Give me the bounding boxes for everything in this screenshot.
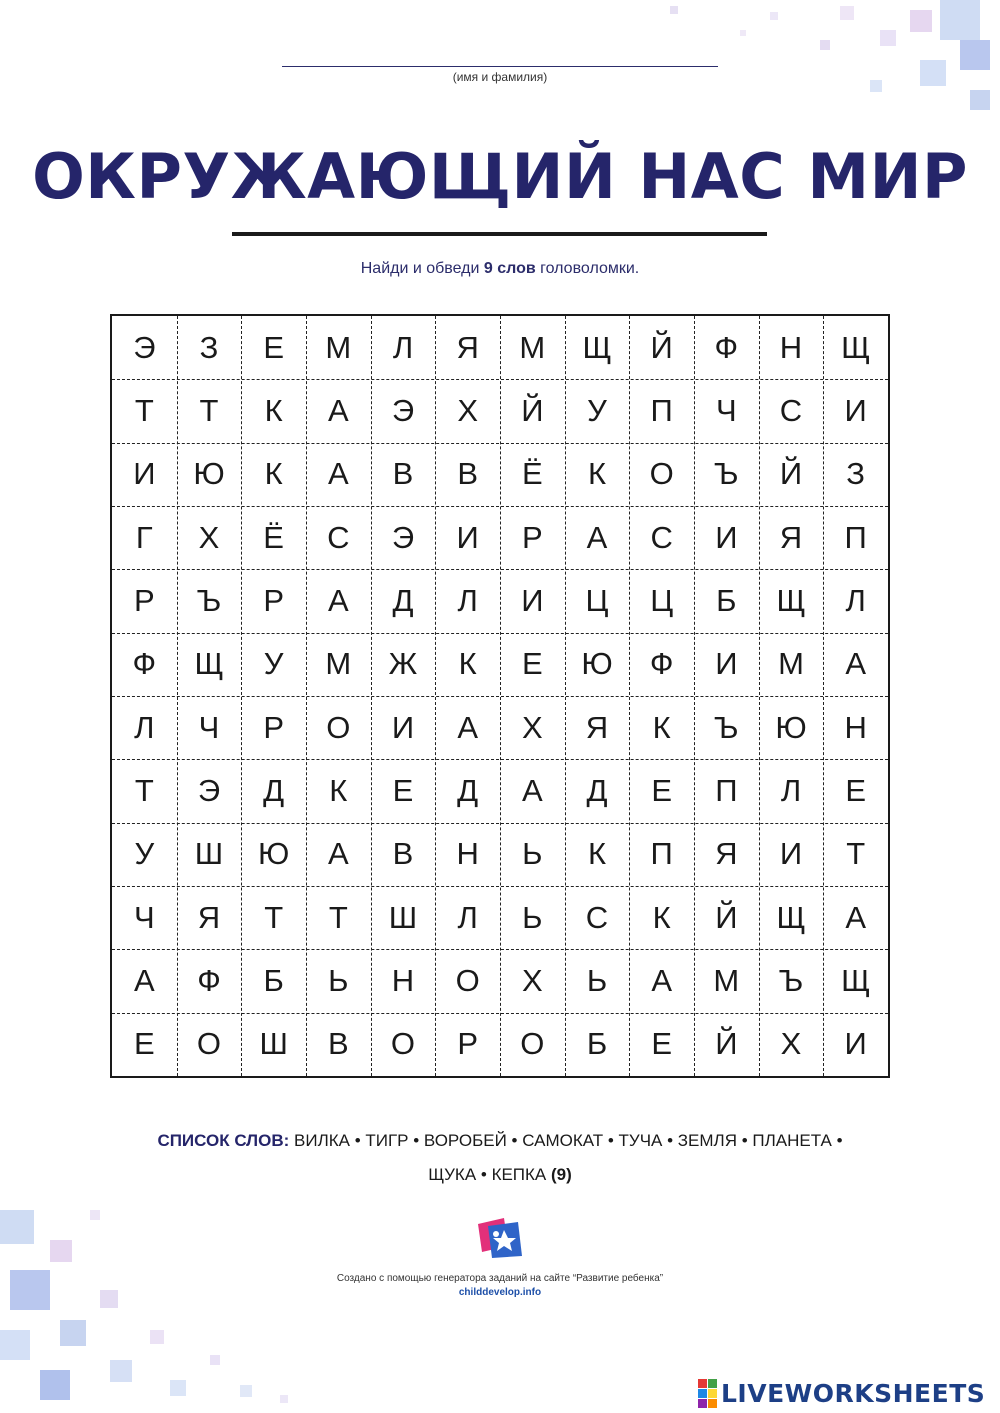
grid-letter-cell[interactable]: Ъ [778,962,804,998]
grid-letter-cell[interactable]: Л [457,899,478,935]
grid-letter-cell[interactable]: Ъ [714,709,739,745]
page-title: ОКРУЖАЮЩИЙ НАС МИР [32,140,968,213]
grid-letter-cell[interactable]: Т [846,836,866,872]
grid-letter-cell[interactable]: М [325,646,352,682]
grid-letter-cell[interactable]: Э [197,772,221,808]
grid-letter-cell[interactable]: Н [779,329,803,365]
grid-letter-cell[interactable]: Ь [586,962,608,998]
grid-letter-cell[interactable]: Ш [388,899,418,935]
grid-letter-cell[interactable]: А [586,519,608,555]
grid-letter-cell[interactable]: Я [779,519,803,555]
grid-letter-cell[interactable]: С [779,392,803,428]
grid-letter-cell[interactable]: Н [844,709,867,745]
grid-letter-cell[interactable]: У [263,646,284,682]
grid-letter-cell[interactable]: Ф [197,962,221,998]
grid-letter-cell[interactable]: Е [651,772,672,808]
grid-letter-cell[interactable]: Е [845,772,866,808]
grid-letter-cell[interactable]: А [327,392,349,428]
grid-letter-cell[interactable]: А [457,709,478,745]
grid-letter-cell[interactable]: Т [134,772,154,808]
name-caption: (имя и фамилия) [452,70,548,84]
grid-letter-cell[interactable]: В [392,836,414,872]
grid-letter-cell[interactable]: К [264,392,283,428]
grid-letter-cell[interactable]: Т [264,899,284,935]
grid-letter-cell[interactable]: Й [715,1026,738,1062]
grid-letter-cell[interactable]: Ю [257,836,290,872]
grid-letter-cell[interactable]: Р [521,519,543,555]
grid-letter-cell[interactable]: О [520,1026,545,1062]
grid-letter-cell[interactable]: З [846,456,866,492]
grid-letter-cell[interactable]: Ш [259,1026,288,1062]
grid-letter-cell[interactable]: Э [133,329,156,365]
grid-letter-cell[interactable]: Д [457,772,479,808]
grid-letter-cell[interactable]: И [521,582,544,618]
grid-letter-cell[interactable]: Ё [263,519,284,555]
grid-letter-cell[interactable]: Ю [193,456,225,492]
grid-letter-cell[interactable]: Й [715,899,738,935]
grid-letter-cell[interactable]: Т [134,392,154,428]
grid-letter-cell[interactable]: К [329,772,348,808]
grid-letter-cell[interactable]: К [458,646,477,682]
liveworksheets-brand[interactable] [698,1380,985,1406]
grid-letter-cell[interactable]: И [456,519,479,555]
grid-letter-cell[interactable]: Ч [715,392,737,428]
grid-letter-cell[interactable]: В [327,1026,349,1062]
grid-letter-cell[interactable]: М [325,329,352,365]
word-list-line-2: ЩУКА • КЕПКА [428,1165,547,1184]
grid-letter-cell[interactable]: П [715,772,738,808]
grid-letter-cell[interactable]: Й [521,392,544,428]
grid-letter-cell[interactable]: Е [651,1026,672,1062]
grid-letter-cell[interactable]: Ь [522,899,543,935]
grid-letter-cell[interactable]: Х [521,962,543,998]
grid-letter-cell[interactable]: П [650,392,673,428]
grid-letter-cell[interactable]: Я [197,899,221,935]
title-divider [232,232,767,236]
grid-letter-cell[interactable]: Щ [776,582,806,618]
credit-text: Создано с помощью генератора заданий на сайте “Развитие ребенка” [336,1273,664,1284]
grid-letter-cell[interactable]: О [455,962,480,998]
grid-letter-cell[interactable]: О [196,1026,222,1062]
grid-letter-cell[interactable]: К [587,456,607,492]
grid-letter-cell[interactable]: Ф [132,646,157,682]
grid-letter-cell[interactable]: У [587,392,607,428]
grid-letter-cell[interactable]: Ю [581,646,613,682]
grid-letter-cell[interactable]: А [327,456,349,492]
grid-letter-cell[interactable]: Э [391,519,415,555]
site-link[interactable]: childdevelop.info [458,1287,542,1298]
grid-letter-cell[interactable]: Щ [194,646,224,682]
grid-letter-cell[interactable]: Д [392,582,414,618]
grid-letter-cell[interactable]: Р [263,582,284,618]
grid-letter-cell[interactable]: А [327,836,349,872]
grid-letter-cell[interactable]: Н [391,962,415,998]
grid-letter-cell[interactable]: А [845,646,866,682]
grid-letter-cell[interactable]: Н [456,836,479,872]
grid-letter-cell[interactable]: В [457,456,478,492]
name-underline[interactable] [282,66,718,67]
grid-letter-cell[interactable]: Й [650,329,673,365]
grid-letter-cell[interactable]: Х [457,392,478,428]
grid-letter-cell[interactable]: Ф [649,646,674,682]
grid-letter-cell[interactable]: Т [199,392,219,428]
liveworksheets-text: LIVEWORKSHEETS [721,1378,986,1408]
grid-letter-cell[interactable]: С [650,519,673,555]
grid-letter-cell[interactable]: Ё [521,456,543,492]
grid-letter-cell[interactable]: Щ [582,329,612,365]
instruction-word-count: 9 слов [483,260,536,277]
instruction-before: Найди и обведи [360,260,484,277]
word-list-label: СПИСОК СЛОВ: [157,1131,290,1150]
grid-letter-cell[interactable]: Р [133,582,155,618]
grid-letter-cell[interactable]: А [845,899,866,935]
grid-letter-cell[interactable]: Л [392,329,414,365]
grid-letter-cell[interactable]: Ъ [714,456,739,492]
grid-letter-cell[interactable]: Я [715,836,738,872]
grid-letter-cell[interactable]: К [587,836,607,872]
grid-letter-cell[interactable]: Х [521,709,543,745]
grid-letter-cell[interactable]: С [585,899,609,935]
grid-letter-cell[interactable]: И [844,392,867,428]
grid-letter-cell[interactable]: Ь [328,962,349,998]
grid-letter-cell[interactable]: Б [263,962,284,998]
grid-letter-cell[interactable]: И [391,709,415,745]
grid-letter-cell[interactable]: Д [586,772,608,808]
grid-letter-cell[interactable]: Д [263,772,285,808]
grid-letter-cell[interactable]: П [844,519,867,555]
grid-letter-cell[interactable]: П [650,836,673,872]
grid-letter-cell[interactable]: Е [392,772,414,808]
grid-letter-cell[interactable]: Х [198,519,220,555]
grid-letter-cell[interactable]: Ч [198,709,220,745]
grid-letter-cell[interactable]: С [327,519,350,555]
childdevelop-star-logo-icon [474,1216,526,1262]
grid-letter-cell[interactable]: И [844,1026,867,1062]
grid-letter-cell[interactable]: Л [134,709,155,745]
grid-letter-cell[interactable]: Й [779,456,803,492]
grid-letter-cell[interactable]: М [713,962,740,998]
grid-letter-cell[interactable]: Ф [714,329,739,365]
instruction-after: головоломки. [535,260,640,277]
grid-letter-cell[interactable]: Т [328,899,348,935]
grid-letter-cell[interactable]: Л [845,582,866,618]
grid-letter-cell[interactable]: Б [716,582,737,618]
grid-letter-cell[interactable]: Е [521,646,543,682]
grid-letter-cell[interactable]: Ц [650,582,674,618]
grid-letter-cell[interactable]: В [392,456,414,492]
grid-letter-cell[interactable]: Ш [194,836,224,872]
grid-letter-cell[interactable]: Ц [585,582,609,618]
grid-letter-cell[interactable]: Ю [775,709,807,745]
grid-letter-cell[interactable]: К [652,709,671,745]
word-list-count: (9) [551,1165,572,1184]
grid-letter-cell[interactable]: Щ [841,329,871,365]
grid-letter-cell[interactable]: Е [263,329,284,365]
grid-letter-cell[interactable]: А [133,962,155,998]
liveworksheets-badge-icon [698,1379,717,1408]
grid-letter-cell[interactable]: О [649,456,674,492]
grid-letter-cell[interactable]: О [390,1026,416,1062]
grid-letter-cell[interactable]: О [326,709,351,745]
grid-letter-cell[interactable]: Г [135,519,153,555]
grid-letter-cell[interactable]: М [519,329,546,365]
grid-letter-cell[interactable]: А [521,772,543,808]
grid-letter-cell[interactable]: Р [263,709,284,745]
grid-letter-cell[interactable]: З [199,329,219,365]
word-list [110,1124,890,1192]
grid-letter-cell[interactable]: И [779,836,803,872]
grid-letter-cell[interactable]: К [652,899,671,935]
grid-letter-cell[interactable]: Ж [388,646,418,682]
grid-letter-cell[interactable]: Щ [841,962,871,998]
grid-letter-cell[interactable]: Щ [776,899,806,935]
grid-letter-cell[interactable]: Р [457,1026,478,1062]
grid-letter-cell[interactable]: К [264,456,283,492]
word-list-line-1: ВИЛКА • ТИГР • ВОРОБЕЙ • САМОКАТ • ТУЧА • ЗЕМЛЯ • ПЛАНЕТА • [294,1131,843,1150]
grid-letter-cell[interactable]: Я [585,709,609,745]
word-search-grid [110,314,890,1078]
grid-letter-cell[interactable]: И [715,646,738,682]
grid-letter-cell[interactable]: Б [586,1026,608,1062]
grid-letter-cell[interactable]: Э [391,392,415,428]
grid-letter-cell[interactable]: Ч [133,899,155,935]
grid-letter-cell[interactable]: А [651,962,672,998]
grid-letter-cell[interactable]: Х [780,1026,802,1062]
grid-letter-cell[interactable]: Е [133,1026,155,1062]
grid-letter-cell[interactable]: Ь [522,836,543,872]
grid-letter-cell[interactable]: Л [780,772,802,808]
decoration-top-right [640,0,1000,130]
instruction-text [0,260,1000,278]
grid-letter-cell[interactable]: У [134,836,155,872]
grid-letter-cell[interactable]: А [327,582,349,618]
grid-letter-cell[interactable]: И [715,519,738,555]
grid-letter-cell[interactable]: Я [456,329,479,365]
grid-letter-cell[interactable]: М [778,646,804,682]
grid-letter-cell[interactable]: Л [457,582,478,618]
grid-letter-cell[interactable]: И [133,456,156,492]
grid-letter-cell[interactable]: Ъ [196,582,222,618]
